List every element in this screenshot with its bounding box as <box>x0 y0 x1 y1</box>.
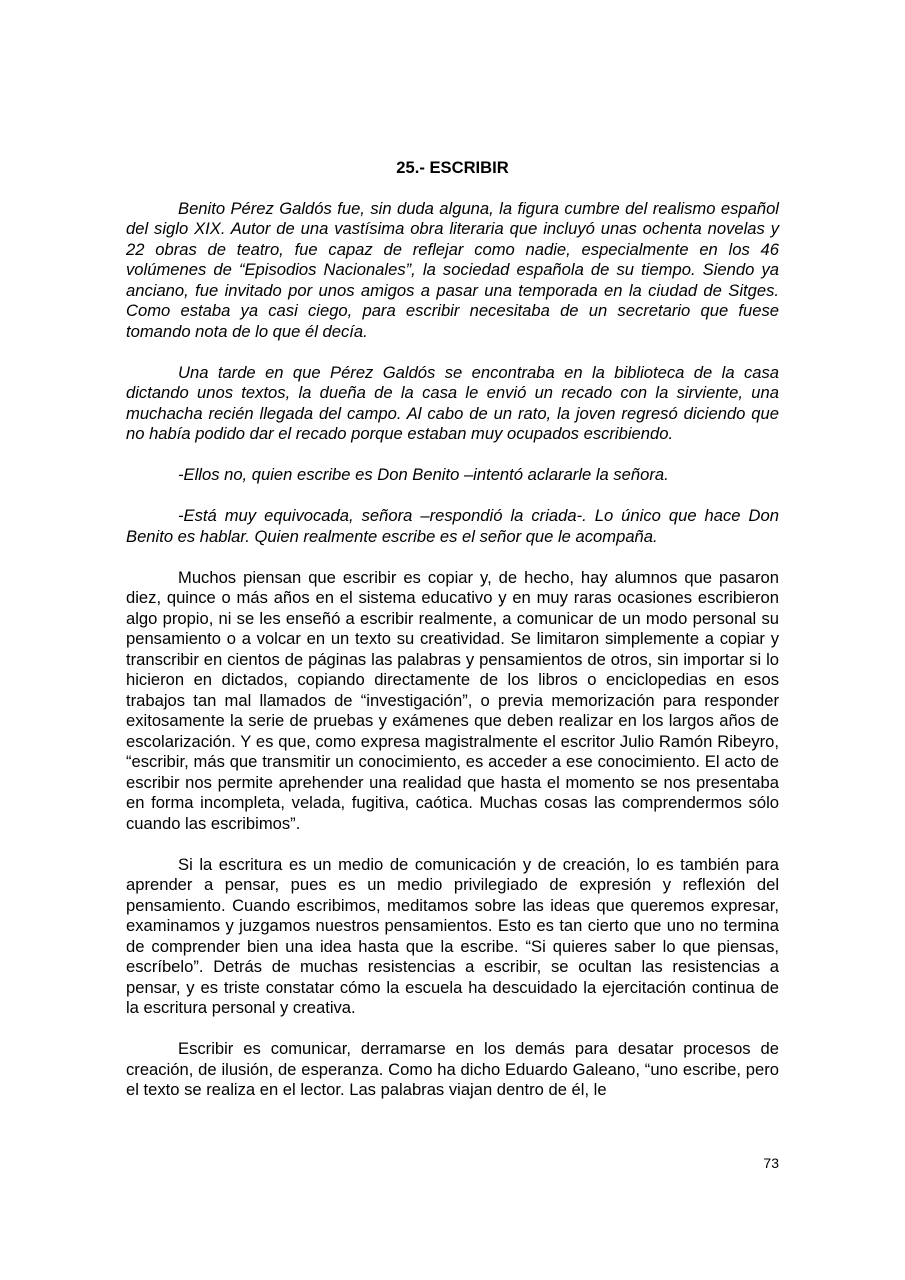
chapter-title: 25.- ESCRIBIR <box>396 158 509 177</box>
dialogue-line-criada: -Está muy equivocada, señora –respondió la criada-. Lo único que hace Don Benito es hablar. Quien realmente escribe es el señor que le acompaña. <box>126 506 779 546</box>
paragraph-comunicar: Escribir es comunicar, derramarse en los demás para desatar procesos de creación, de ilusión, de esperanza. Como ha dicho Eduardo Galeano, “uno escribe, pero el texto se realiza en el lector. Las palabras viajan dentro de él, le <box>126 1039 779 1099</box>
paragraph-pensar: Si la escritura es un medio de comunicación y de creación, lo es también para aprender a pensar, pues es un medio privilegiado de expresión y reflexión del pensamiento. Cuando escribimos, meditamos sobre las ideas que queremos expresar, examinamos y juzgamos nuestros pensamientos. Esto es tan cierto que uno no termina de comprender bien una idea hasta que la escribe. “Si quieres saber lo que piensas, escríbelo”. Detrás de muchas resistencias a escribir, se ocultan las resistencias a pensar, y es triste constatar cómo la escuela ha descuidado la ejercitación continua de la escritura personal y creativa. <box>126 854 779 1017</box>
page-number: 73 <box>763 1155 779 1171</box>
page-body <box>126 158 779 1121</box>
paragraph-copiar: Muchos piensan que escribir es copiar y, de hecho, hay alumnos que pasaron diez, quince o más años en el sistema educativo y en muy raras ocasiones escribieron algo propio, ni se les enseñó a escribir realmente, a comunicar de un modo personal su pensamiento o a volcar en un texto su creatividad. Se limitaron simplemente a copiar y transcribir en cientos de páginas las palabras y pensamientos de otros, sin importar si lo hicieron en dictados, copiando directamente de los libros o enciclopedias en esos trabajos tan mal llamados de “investigación”, o previa memorización para responder exitosamente la serie de pruebas y exámenes que deben realizar en los largos años de escolarización. Y es que, como expresa magistralmente el escritor Julio Ramón Ribeyro, “escribir, más que transmitir un conocimiento, es acceder a ese conocimiento. El acto de escribir nos permite aprehender una realidad que hasta el momento se nos presentaba en forma incompleta, velada, fugitiva, caótica. Muchas cosas las comprendermos sólo cuando las escribimos”. <box>126 567 779 833</box>
dialogue-line-senora: -Ellos no, quien escribe es Don Benito –intentó aclararle la señora. <box>178 465 669 484</box>
paragraph-anecdote: Una tarde en que Pérez Galdós se encontraba en la biblioteca de la casa dictando unos textos, la dueña de la casa le envió un recado con la sirviente, una muchacha recién llegada del campo. Al cabo de un rato, la joven regresó diciendo que no había podido dar el recado porque estaban muy ocupados escribiendo. <box>126 362 779 443</box>
paragraph-intro: Benito Pérez Galdós fue, sin duda alguna, la figura cumbre del realismo español del siglo XIX. Autor de una vastísima obra literaria que incluyó unas ochenta novelas y 22 obras de teatro, fue capaz de reflejar como nadie, especialmente en los 46 volúmenes de “Episodios Nacionales”, la sociedad española de su tiempo. Siendo ya anciano, fue invitado por unos amigos a pasar una temporada en la ciudad de Sitges. Como estaba ya casi ciego, para escribir necesitaba de un secretario que fuese tomando nota de lo que él decía. <box>126 198 779 341</box>
